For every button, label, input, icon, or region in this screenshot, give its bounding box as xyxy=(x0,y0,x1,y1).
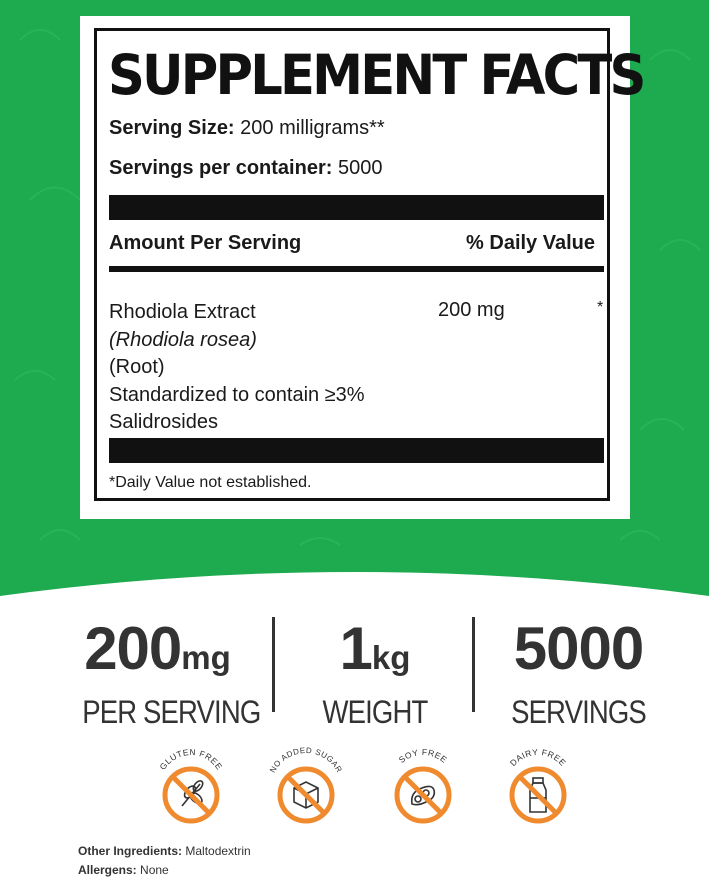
stat-divider xyxy=(272,617,275,712)
ingredient-latin-name: (Rhodiola rosea) xyxy=(109,328,257,351)
ingredient-standardization-2: Salidrosides xyxy=(109,411,218,433)
allergens xyxy=(78,863,169,877)
serving-size xyxy=(109,117,385,140)
soy-free-badge xyxy=(380,740,466,826)
gluten-free-badge xyxy=(148,740,234,826)
label-title: SUPPLEMENT FACTS xyxy=(108,43,644,107)
stat-number: 5000 xyxy=(513,615,644,682)
stat-unit: kg xyxy=(371,639,411,676)
allergens-value: None xyxy=(140,863,169,877)
stat-per-serving xyxy=(70,615,261,730)
ingredient-part: (Root) xyxy=(109,356,165,378)
serving-size-label: Serving Size: xyxy=(109,117,235,139)
svg-text:SOY FREE xyxy=(397,747,450,765)
ingredient-amount: 200 mg xyxy=(438,299,505,321)
servings-label: Servings per container: xyxy=(109,157,333,179)
other-ingredients-value: Maltodextrin xyxy=(185,844,251,858)
ingredient-daily-value: * xyxy=(597,299,604,316)
daily-value-header: % Daily Value xyxy=(466,232,595,254)
thick-divider-bottom xyxy=(109,438,604,463)
thick-divider-top xyxy=(109,195,604,220)
stat-caption: PER SERVING xyxy=(82,694,261,730)
stat-per-serving-value xyxy=(70,617,245,690)
badge-text: DAIRY FREE xyxy=(507,746,569,769)
ingredient-description xyxy=(109,299,365,437)
stat-servings-value xyxy=(496,617,661,690)
label-frame xyxy=(94,28,644,501)
stat-weight-value xyxy=(300,617,450,690)
dairy-free-badge xyxy=(495,740,581,826)
ingredient-name: Rhodiola Extract xyxy=(109,301,256,323)
badge-text: GLUTEN FREE xyxy=(157,746,225,772)
ingredient-standardization: Standardized to contain ≥3% xyxy=(109,383,365,406)
medium-divider xyxy=(109,266,604,272)
other-ingredients-label: Other Ingredients: xyxy=(78,844,183,858)
stat-divider xyxy=(472,617,475,712)
allergens-label: Allergens: xyxy=(78,863,137,877)
other-ingredients xyxy=(78,844,251,858)
stat-servings xyxy=(496,617,661,730)
servings-value: 5000 xyxy=(337,157,383,179)
supplement-facts-label xyxy=(80,16,644,519)
servings-per-container xyxy=(109,157,382,180)
stat-number: 1 xyxy=(339,615,372,682)
stat-weight xyxy=(300,617,450,730)
stat-caption: SERVINGS xyxy=(511,694,646,730)
serving-size-value: 200 milligrams** xyxy=(240,117,385,139)
label-footnote: *Daily Value not established. xyxy=(109,474,312,491)
badge-text: SOY FREE xyxy=(396,746,450,765)
stat-unit: mg xyxy=(181,639,231,676)
amount-header: Amount Per Serving xyxy=(109,232,302,254)
stat-number: 200 xyxy=(84,615,182,682)
no-added-sugar-badge xyxy=(263,740,349,826)
stat-caption: WEIGHT xyxy=(322,694,428,730)
svg-text:DAIRY FREE xyxy=(508,747,568,768)
badge-text: NO ADDED SUGAR xyxy=(268,745,344,775)
